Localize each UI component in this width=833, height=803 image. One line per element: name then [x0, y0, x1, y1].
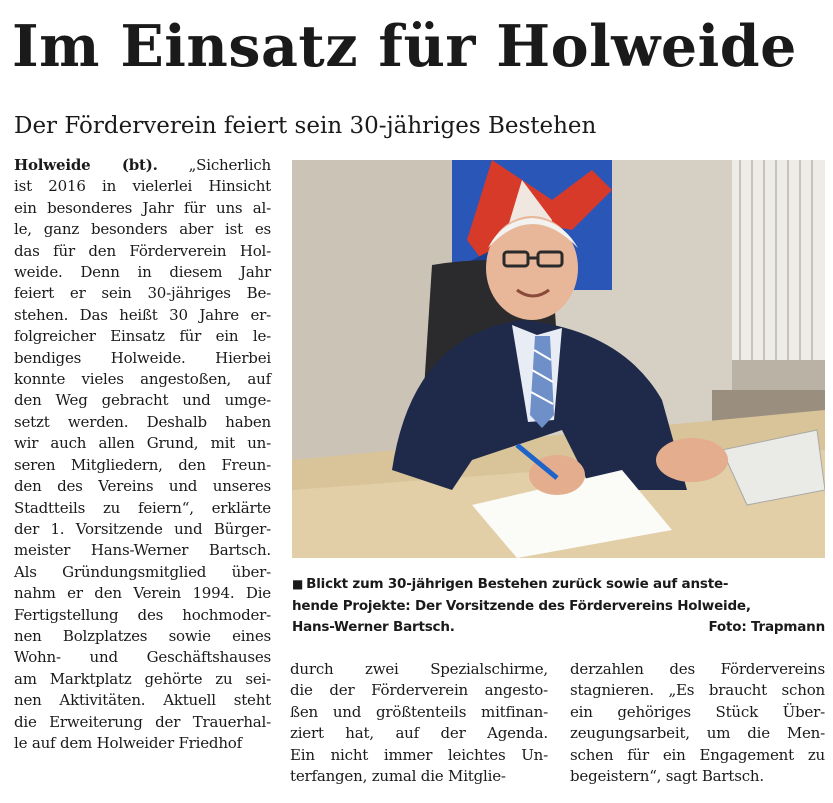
text-line: das für den Förderverein Hol- — [14, 241, 271, 260]
text-line: setzt werden. Deshalb haben — [14, 412, 271, 431]
text-line: wir auch allen Grund, mit un- — [14, 434, 271, 453]
text-line: ein gehöriges Stück Über- — [570, 702, 825, 721]
photo-caption — [292, 574, 825, 639]
caption-line: hende Projekte: Der Vorsitzende des Fördervereins Holweide, — [292, 597, 751, 614]
subheadline: Der Förderverein feiert sein 30-jähriges Bestehen — [14, 113, 597, 139]
dateline: Holweide (bt). — [14, 156, 158, 174]
caption-bullet-icon: ■ — [292, 577, 304, 591]
article-column-3 — [570, 659, 825, 787]
text-line: begeistern“, sagt Bartsch. — [570, 767, 764, 786]
text-line: terfangen, zumal die Mitglie- — [290, 767, 506, 786]
caption-text: Hans-Werner Bartsch. — [292, 619, 455, 635]
text-line — [14, 155, 271, 176]
text-line: bendiges Holweide. Hierbei — [14, 348, 271, 367]
text-line: die der Förderverein angesto- — [290, 681, 548, 700]
text-line: seren Mitgliedern, den Freun- — [14, 455, 271, 474]
text-line: folgreicher Einsatz für ein le- — [14, 327, 271, 346]
text-line: schen für ein Engagement zu — [570, 745, 825, 764]
text-line: ist 2016 in vielerlei Hinsicht — [14, 177, 271, 196]
text-line: Als Gründungsmitglied über- — [14, 562, 271, 581]
text-line: Stadtteils zu feiern“, erklärte — [14, 498, 271, 517]
text-line: feiert er sein 30-jähriges Be- — [14, 284, 271, 303]
text-line: Ein nicht immer leichtes Un- — [290, 745, 548, 764]
text-line: stehen. Das heißt 30 Jahre er- — [14, 305, 271, 324]
text-line: ziert hat, auf der Agenda. — [290, 724, 548, 743]
text-line: durch zwei Spezialschirme, — [290, 660, 548, 678]
text-line: meister Hans-Werner Bartsch. — [14, 541, 271, 560]
headline: Im Einsatz für Holweide — [12, 13, 797, 80]
text-line: nen Aktivitäten. Aktuell steht — [14, 691, 271, 710]
photo-credit: Foto: Trapmann — [708, 619, 825, 635]
text-line: zeugungsarbeit, um die Men- — [570, 724, 825, 743]
text-line: ßen und größtenteils mitfinan- — [290, 702, 548, 721]
text-line: Fertigstellung des hochmoder- — [14, 605, 271, 624]
article-column-1 — [14, 155, 271, 754]
text-line: am Marktplatz gehörte zu sei- — [14, 669, 271, 688]
text-line-content: „Sicherlich — [157, 156, 271, 174]
text-line: den des Vereins und unseres — [14, 477, 271, 496]
portrait-photo-illustration — [292, 160, 825, 558]
text-line: derzahlen des Fördervereins — [570, 660, 825, 678]
caption-line — [292, 617, 825, 639]
text-line: weide. Denn in diesem Jahr — [14, 263, 271, 282]
text-line: nahm er den Verein 1994. Die — [14, 584, 271, 603]
article-column-2 — [290, 659, 548, 787]
caption-line — [292, 574, 825, 596]
text-line: nen Bolzplatzes sowie eines — [14, 626, 271, 645]
text-line: stagnieren. „Es braucht schon — [570, 681, 825, 700]
caption-text: Blickt zum 30-jährigen Bestehen zurück sowie auf anste- — [306, 576, 729, 592]
article-photo — [292, 160, 825, 558]
text-line: den Weg gebracht und umge- — [14, 391, 271, 410]
text-line: konnte vieles angestoßen, auf — [14, 370, 271, 389]
text-line: ein besonderes Jahr für uns al- — [14, 198, 271, 217]
text-line: le, ganz besonders aber ist es — [14, 220, 271, 239]
text-line: der 1. Vorsitzende und Bürger- — [14, 519, 271, 538]
text-line: Wohn- und Geschäftshauses — [14, 648, 271, 667]
text-line: le auf dem Holweider Friedhof — [14, 733, 242, 752]
text-line: die Erweiterung der Trauerhal- — [14, 712, 271, 731]
